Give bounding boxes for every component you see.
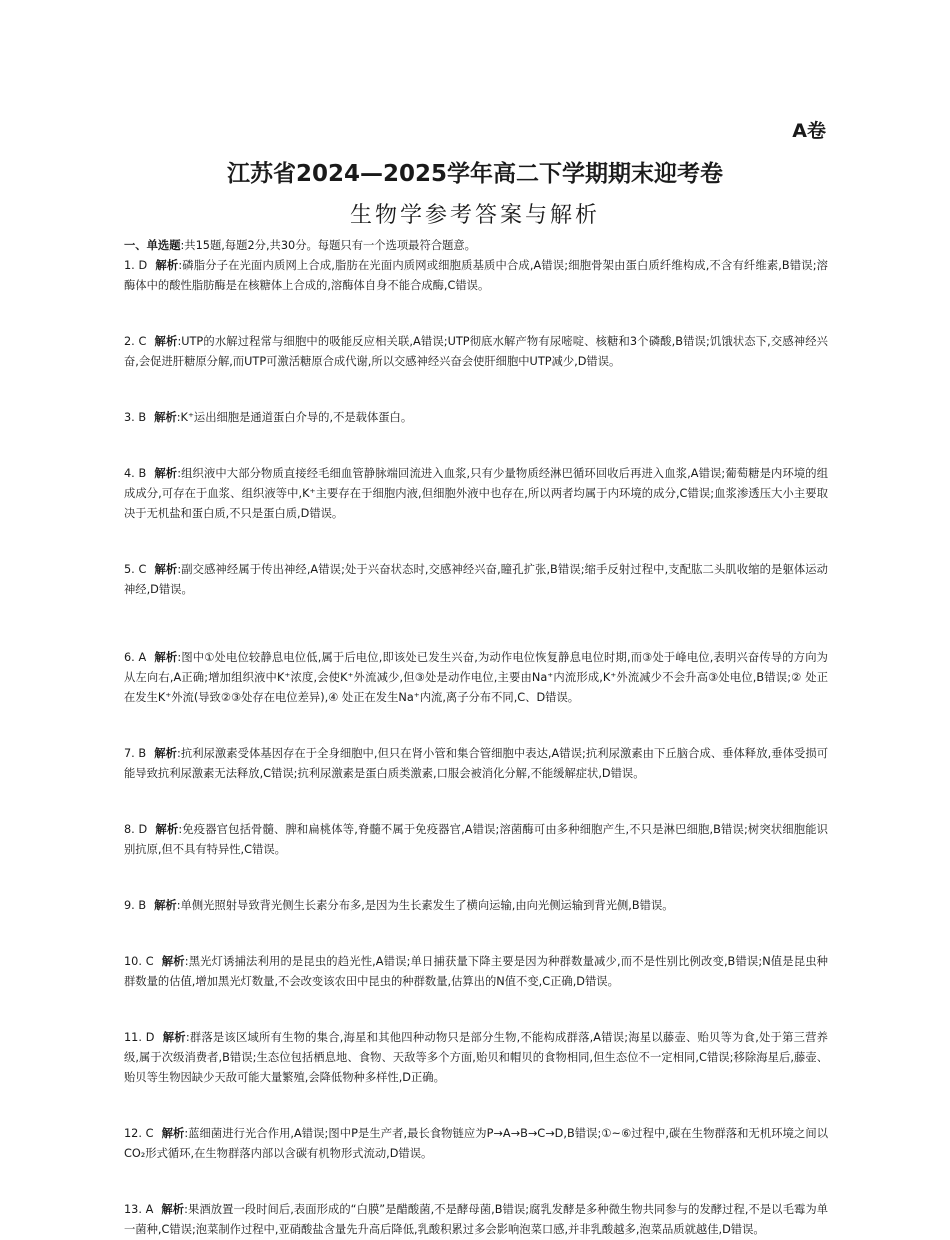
- analysis-label: 解析: [154, 411, 177, 424]
- analysis-text: :组织液中大部分物质直接经毛细血管静脉端回流进入血浆,只有少量物质经淋巴循环回收后再进入血浆,A错误;葡萄糖是内环境的组成成分,可存在于血浆、组织液等中,K⁺主要存在于细胞内液,但细胞外液中也存在,所以两者均属于内环境的成分,C错误;血浆渗透压大小主要取决于无机盐和蛋白质,不只是蛋白质,D错误。: [124, 467, 828, 520]
- analysis-label: 解析: [154, 335, 178, 348]
- analysis-text: :免疫器官包括骨髓、脾和扁桃体等,脊髓不属于免疫器官,A错误;溶菌酶可由多种细胞产生,不只是淋巴细胞,B错误;树突状细胞能识别抗原,但不具有特异性,C错误。: [124, 823, 828, 856]
- answer-key: 5. C: [124, 563, 147, 576]
- answer-item-6: [124, 648, 828, 708]
- section-heading: [124, 236, 828, 256]
- section-rule: :共15题,每题2分,共30分。每题只有一个选项最符合题意。: [180, 239, 476, 252]
- analysis-text: :图中①处电位较静息电位低,属于后电位,即该处已发生兴奋,为动作电位恢复静息电位时期,而③处于峰电位,表明兴奋传导的方向为从左向右,A正确;增加组织液中K⁺浓度,会使K⁺外流减少,但③处是动作电位,主要由Na⁺内流形成,K⁺外流减少不会升高③处电位,B错误;② 处正在发生K⁺外流(导致②③处存在电位差异),④ 处正在发生Na⁺内流,离子分布不同,C、D错误。: [124, 651, 828, 704]
- answer-item-12: [124, 1124, 828, 1164]
- answer-key: 7. B: [124, 747, 147, 760]
- page-title: 江苏省2024—2025学年高二下学期期末迎考卷: [226, 161, 724, 187]
- answer-key: 12. C: [124, 1127, 154, 1140]
- analysis-label: 解析: [161, 955, 185, 968]
- analysis-label: 解析: [154, 563, 178, 576]
- analysis-label: 解析: [154, 651, 178, 664]
- section-title: 一、单选题: [124, 239, 181, 252]
- analysis-label: 解析: [154, 467, 178, 480]
- analysis-label: 解析: [155, 823, 179, 836]
- page-subtitle: 生物学参考答案与解析: [349, 203, 600, 228]
- answer-key: 13. A: [124, 1203, 154, 1216]
- analysis-label: 解析: [161, 1127, 185, 1140]
- analysis-text: :副交感神经属于传出神经,A错误;处于兴奋状态时,交感神经兴奋,瞳孔扩张,B错误;缩手反射过程中,支配肱二头肌收缩的是躯体运动神经,D错误。: [124, 563, 828, 596]
- volume-label: A卷: [792, 120, 826, 142]
- answer-key: 6. A: [124, 651, 147, 664]
- answer-item-11: [124, 1028, 828, 1088]
- answer-key: 8. D: [124, 823, 148, 836]
- answer-item-7: [124, 744, 828, 784]
- analysis-text: :黑光灯诱捕法利用的是昆虫的趋光性,A错误;单日捕获量下降主要是因为种群数量减少,而不是性别比例改变,B错误;N值是昆虫种群数量的估值,增加黑光灯数量,不会改变该农田中昆虫的种群数量,估算出的N值不变,C正确,D错误。: [124, 955, 828, 988]
- analysis-text: :磷脂分子在光面内质网上合成,脂肪在光面内质网或细胞质基质中合成,A错误;细胞骨架由蛋白质纤维构成,不含有纤维素,B错误;溶酶体中的酸性脂肪酶是在核糖体上合成的,溶酶体自身不能合成酶,C错误。: [124, 259, 828, 292]
- analysis-text: :蓝细菌进行光合作用,A错误;图中P是生产者,最长食物链应为P→A→B→C→D,B错误;①~⑥过程中,碳在生物群落和无机环境之间以CO₂形式循环,在生物群落内部以含碳有机物形式流动,D错误。: [124, 1127, 828, 1160]
- answer-key: 1. D: [124, 259, 148, 272]
- answer-item-13: [124, 1200, 828, 1240]
- answer-item-4: [124, 464, 828, 524]
- answer-content: [124, 236, 828, 1240]
- analysis-text: :群落是该区域所有生物的集合,海星和其他四种动物只是部分生物,不能构成群落,A错误;海星以藤壶、贻贝等为食,处于第三营养级,属于次级消费者,B错误;生态位包括栖息地、食物、天敌等多个方面,贻贝和帽贝的食物相同,但生态位不一定相同,C错误;移除海星后,藤壶、贻贝等生物因缺少天敌可能大量繁殖,会降低物种多样性,D正确。: [124, 1031, 828, 1084]
- analysis-label: 解析: [155, 259, 179, 272]
- answer-item-2: [124, 332, 828, 372]
- answer-key: 2. C: [124, 335, 147, 348]
- analysis-label: 解析: [154, 899, 177, 912]
- answer-item-5: [124, 560, 828, 600]
- answer-item-3: [124, 408, 828, 428]
- analysis-text: :抗利尿激素受体基因存在于全身细胞中,但只在肾小管和集合管细胞中表达,A错误;抗利尿激素由下丘脑合成、垂体释放,垂体受损可能导致抗利尿激素无法释放,C错误;抗利尿激素是蛋白质类激素,口服会被消化分解,不能缓解症状,D错误。: [124, 747, 828, 780]
- answer-key: 4. B: [124, 467, 147, 480]
- analysis-text: :K⁺运出细胞是通道蛋白介导的,不是载体蛋白。: [176, 411, 413, 424]
- answer-item-10: [124, 952, 828, 992]
- answer-item-8: [124, 820, 828, 860]
- analysis-text: :果酒放置一段时间后,表面形成的“白膜”是醋酸菌,不是酵母菌,B错误;腐乳发酵是多种微生物共同参与的发酵过程,不是以毛霉为单一菌种,C错误;泡菜制作过程中,亚硝酸盐含量先升高后降低,乳酸积累过多会影响泡菜口感,并非乳酸越多,泡菜品质就越佳,D错误。: [124, 1203, 828, 1236]
- analysis-label: 解析: [161, 1203, 185, 1216]
- analysis-label: 解析: [154, 747, 177, 760]
- analysis-label: 解析: [162, 1031, 186, 1044]
- answer-key: 9. B: [124, 899, 147, 912]
- answer-key: 3. B: [124, 411, 147, 424]
- answer-item-1: [124, 256, 828, 296]
- answer-key: 11. D: [124, 1031, 155, 1044]
- analysis-text: :单侧光照射导致背光侧生长素分布多,是因为生长素发生了横向运输,由向光侧运输到背光侧,B错误。: [176, 899, 674, 912]
- answer-item-9: [124, 896, 828, 916]
- answer-key: 10. C: [124, 955, 154, 968]
- analysis-text: :UTP的水解过程常与细胞中的吸能反应相关联,A错误;UTP彻底水解产物有尿嘧啶、核糖和3个磷酸,B错误;饥饿状态下,交感神经兴奋,会促进肝糖原分解,而UTP可激活糖原合成代谢,所以交感神经兴奋会使肝细胞中UTP减少,D错误。: [124, 335, 828, 368]
